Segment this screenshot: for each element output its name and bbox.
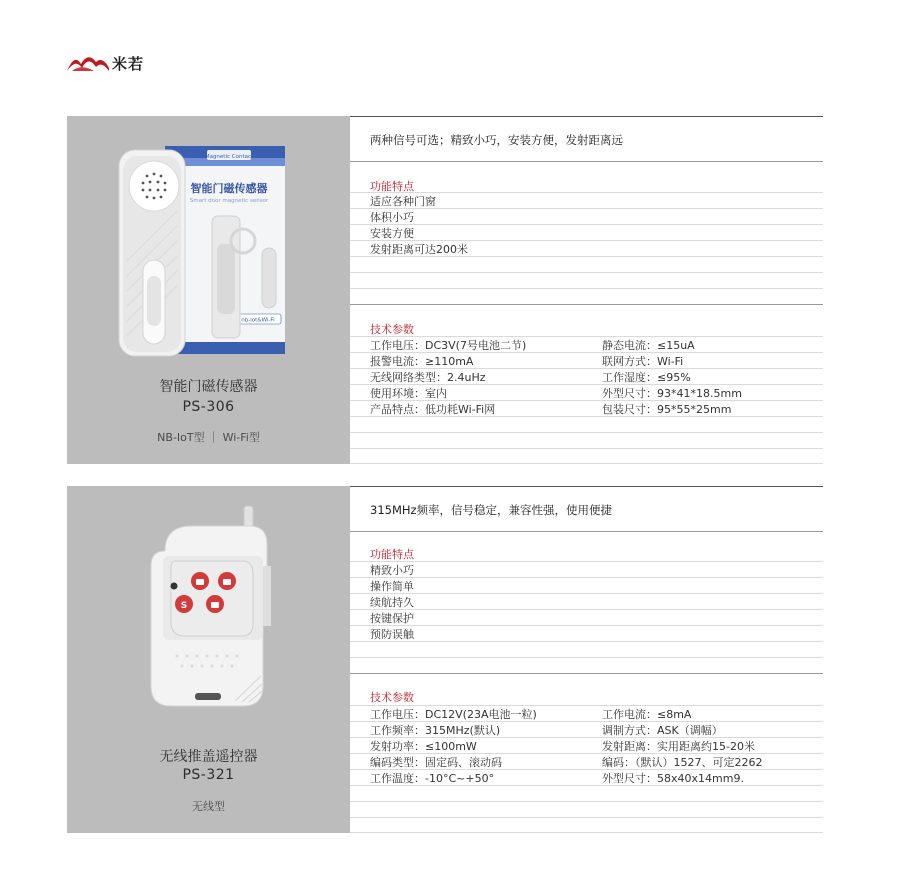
- divider: [350, 161, 823, 162]
- divider: [350, 531, 823, 532]
- divider: [350, 486, 823, 487]
- product-tagline: 两种信号可选；精致小巧，安装方便，发射距离远: [370, 133, 623, 147]
- spec-item: 工作电压：DC3V(7号电池二节): [370, 339, 527, 352]
- specs-title: 技术参数: [370, 323, 414, 336]
- spec-item: 外型尺寸：58x40x14mm9.: [602, 772, 744, 785]
- product-model: PS-306: [182, 399, 235, 415]
- box-tag: nb-iot&Wi-Fi: [241, 317, 275, 324]
- spec-item: 编码：（默认）1527、可定2262: [602, 756, 763, 769]
- feature-item: 预防误触: [370, 628, 414, 641]
- brand-logo: [66, 50, 144, 76]
- divider: [350, 116, 823, 117]
- box-subtitle: Smart door magnetic sensor: [189, 198, 269, 204]
- box-label-top: Magnetic Contact: [204, 154, 254, 160]
- product-card-ps321: [67, 486, 823, 833]
- feature-item: 精致小巧: [370, 564, 414, 577]
- product-image-panel: [67, 116, 350, 464]
- feature-item: 操作简单: [370, 580, 414, 593]
- brand-mountain-icon: [66, 52, 110, 74]
- spec-item: 包装尺寸：95*55*25mm: [602, 403, 732, 416]
- product-image-panel: [67, 486, 350, 833]
- spec-item: 发射距离：实用距离约15-20米: [602, 740, 755, 753]
- spec-item: 编码类型：固定码、滚动码: [370, 756, 502, 769]
- feature-item: 续航持久: [370, 596, 414, 609]
- box-title: 智能门磁传感器: [190, 182, 268, 195]
- spec-item: 发射功率：≤100mW: [370, 740, 477, 753]
- feature-item: 体积小巧: [370, 211, 414, 224]
- spec-item: 产品特点：低功耗Wi-Fi网: [370, 403, 496, 416]
- product-variants: 无线型: [192, 800, 225, 813]
- spec-item: 工作电压：DC12V(23A电池一粒): [370, 708, 537, 721]
- spec-item: 调制方式：ASK（调幅）: [602, 724, 723, 737]
- product-variants: NB-IoT型 ｜ Wi-Fi型: [157, 431, 260, 444]
- feature-item: 按键保护: [370, 612, 414, 625]
- remote-control-image: [67, 496, 350, 726]
- feature-item: 发射距离可达200米: [370, 243, 468, 256]
- product-tagline: 315MHz频率，信号稳定，兼容性强，使用便捷: [370, 503, 613, 517]
- features-title: 功能特点: [370, 180, 414, 193]
- product-details: [350, 486, 823, 833]
- feature-item: 适应各种门窗: [370, 195, 436, 208]
- divider: [350, 304, 823, 305]
- features-title: 功能特点: [370, 548, 414, 561]
- feature-item: 安装方便: [370, 227, 414, 240]
- spec-item: 工作频率：315MHz(默认): [370, 724, 501, 737]
- spec-item: 外型尺寸：93*41*18.5mm: [602, 387, 742, 400]
- product-name: 智能门磁传感器: [159, 379, 258, 395]
- spec-item: 报警电流：≥110mA: [370, 355, 474, 368]
- specs-title: 技术参数: [370, 691, 414, 704]
- spec-item: 工作湿度：≤95%: [602, 371, 691, 384]
- spec-item: 无线网络类型：2.4uHz: [370, 371, 486, 384]
- spec-item: 静态电流：≤15uA: [602, 339, 695, 352]
- divider: [350, 673, 823, 674]
- product-details: [350, 116, 823, 464]
- spec-item: 工作电流：≤8mA: [602, 708, 692, 721]
- spec-item: 联网方式：Wi-Fi: [602, 355, 684, 368]
- product-model: PS-321: [182, 767, 235, 783]
- product-card-ps306: [67, 116, 823, 464]
- spec-item: 使用环境：室内: [370, 387, 447, 400]
- product-name: 无线推盖遥控器: [159, 749, 258, 765]
- remote-button-label: S: [180, 601, 188, 611]
- door-sensor-image: [67, 136, 350, 376]
- spec-item: 工作温度：-10°C~+50°: [370, 772, 495, 785]
- brand-name: 米若: [112, 54, 145, 73]
